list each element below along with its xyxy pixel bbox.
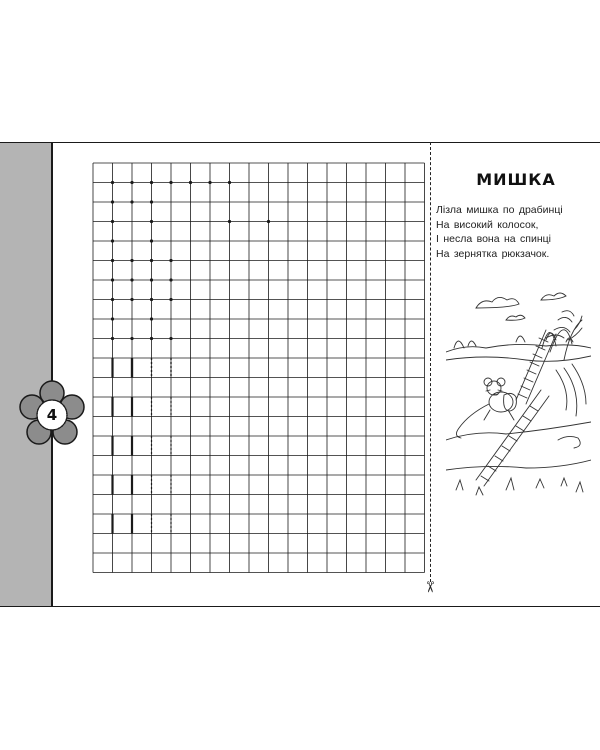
- poem: [436, 170, 596, 261]
- poem-line: На зернятка рюкзачок.: [436, 247, 550, 260]
- poem-title: МИШКА: [476, 170, 556, 189]
- poem-line: На високий колосок,: [436, 218, 539, 231]
- mouse-on-ladder-illustration: [446, 290, 591, 500]
- poem-line: Лізла мишка по драбинці: [436, 204, 563, 216]
- page-margin-strip: [0, 143, 53, 606]
- page-number-badge: [17, 380, 87, 450]
- page-number: 4: [46, 406, 58, 424]
- poem-line: І несла вона на спинці: [436, 233, 551, 245]
- scissors-icon: ✂: [421, 580, 439, 594]
- cut-line: [430, 142, 431, 582]
